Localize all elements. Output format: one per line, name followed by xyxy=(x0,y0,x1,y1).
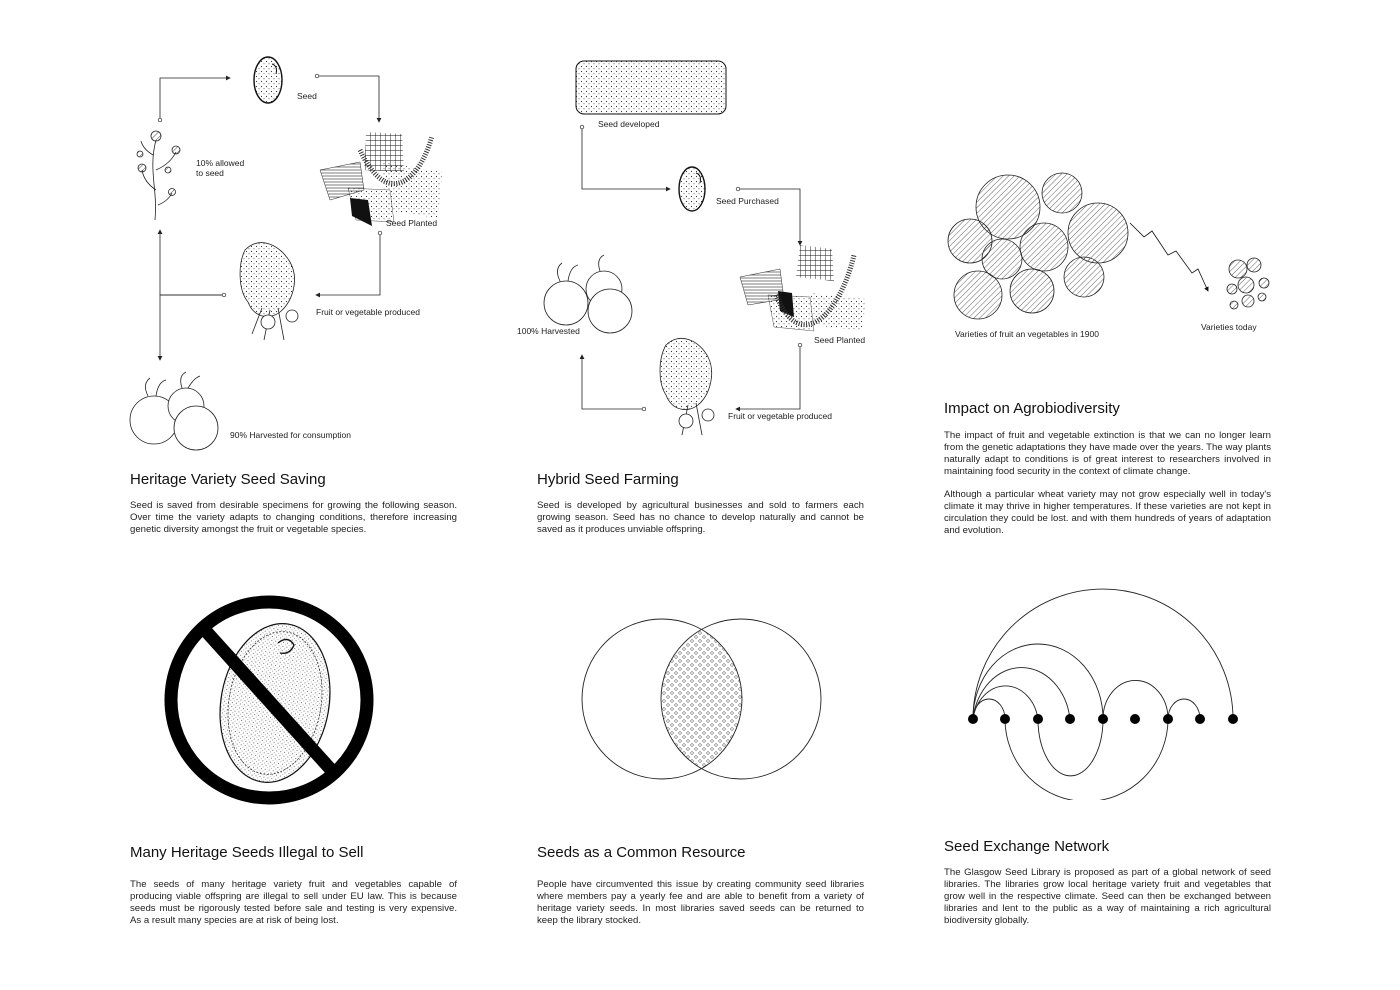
network-node xyxy=(1098,714,1108,724)
seed-developed-box xyxy=(576,61,726,114)
panel-body-hybrid: Seed is developed by agricultural businesses and sold to farmers each growing season. Seed has no chance to develop naturally and cannot be saved as it produces unviable offspring. xyxy=(537,500,864,535)
panel-body-heritage: Seed is saved from desirable specimens for growing the following season. Over time the variety adapts to changing conditions, therefore increasing genetic diversity amongst the fruit or vegetable species. xyxy=(130,500,457,535)
vegetable-icon xyxy=(130,372,218,450)
venn-intersection xyxy=(661,619,821,779)
seed-icon xyxy=(679,167,705,211)
heritage-cycle-diagram xyxy=(120,40,450,460)
panel-title-agrobiodiversity: Impact on Agrobiodiversity xyxy=(944,400,1120,417)
varieties-1900-cluster xyxy=(948,173,1128,319)
label-produced: Fruit or vegetable produced xyxy=(316,307,420,317)
label-planted: Seed Planted xyxy=(386,218,438,228)
network-node xyxy=(968,714,978,724)
network-diagram xyxy=(960,580,1250,800)
panel-title-hybrid: Hybrid Seed Farming xyxy=(537,471,679,488)
panel-title-heritage: Heritage Variety Seed Saving xyxy=(130,471,326,488)
panel-body-network: The Glasgow Seed Library is proposed as part of a global network of seed libraries. The libraries grow local heritage variety fruit and vegetables that grow well in the respective climate. Seed can then be exchanged between libraries and lent to the public as a way of maintaining a rich agricultural biodiversity globally. xyxy=(944,867,1271,926)
vegetable-icon xyxy=(660,338,714,435)
network-node xyxy=(1000,714,1010,724)
label-allowed-2: to seed xyxy=(196,168,224,178)
network-node xyxy=(1130,714,1140,724)
soil-pattern-icon xyxy=(740,245,866,331)
panel-title-network: Seed Exchange Network xyxy=(944,838,1110,855)
vegetable-icon xyxy=(240,243,298,340)
seed-icon xyxy=(254,57,282,103)
network-node xyxy=(1033,714,1043,724)
label-planted-2: Seed Planted xyxy=(814,335,866,345)
prohibition-icon xyxy=(160,593,380,808)
label-seed: Seed xyxy=(297,91,317,101)
network-node xyxy=(1195,714,1205,724)
biodiversity-diagram xyxy=(940,165,1280,345)
network-node xyxy=(1065,714,1075,724)
label-1900: Varieties of fruit an vegetables in 1900 xyxy=(955,329,1099,339)
label-harvested-2: 100% Harvested xyxy=(517,326,580,336)
panel-body-agrobiodiversity-1: The impact of fruit and vegetable extinction is that we can no longer learn from the genetic adaptations they have made over the years. The way plants naturally adapt to conditions is of great interest to researchers involved in maintaining food security in the context of climate change. xyxy=(944,430,1271,477)
label-produced-2: Fruit or vegetable produced xyxy=(728,411,832,421)
network-node xyxy=(1163,714,1173,724)
hybrid-cycle-diagram xyxy=(510,55,880,455)
varieties-today-cluster xyxy=(1227,258,1269,309)
panel-body-illegal: The seeds of many heritage variety fruit and vegetables capable of producing viable offspring are illegal to sell under EU law. This is because seeds must be rigorously tested before sale and testing is very expensive. As a result many species are at risk of being lost. xyxy=(130,879,457,926)
panel-body-common: People have circumvented this issue by creating community seed libraries where members pay a yearly fee and are able to benefit from a variety of heritage variety seeds. In most libraries saved seeds can be returned to keep the library stocked. xyxy=(537,879,864,926)
panel-title-illegal: Many Heritage Seeds Illegal to Sell xyxy=(130,844,364,861)
label-allowed-1: 10% allowed xyxy=(196,158,245,168)
network-node xyxy=(1228,714,1238,724)
panel-body-agrobiodiversity-2: Although a particular wheat variety may not grow especially well in today's climate it may thrive in higher temperatures. If these varieties are not kept in circulation they could be lost. and with them hundreds of years of adaptation and evolution. xyxy=(944,489,1271,536)
venn-diagram xyxy=(578,615,828,783)
soil-pattern-icon xyxy=(320,132,442,226)
label-purchased: Seed Purchased xyxy=(716,196,779,206)
panel-title-common: Seeds as a Common Resource xyxy=(537,844,746,861)
label-developed: Seed developed xyxy=(598,119,660,129)
label-today: Varieties today xyxy=(1201,322,1257,332)
vegetable-icon xyxy=(544,255,632,333)
plant-icon xyxy=(137,131,180,220)
label-harvested: 90% Harvested for consumption xyxy=(230,430,351,440)
